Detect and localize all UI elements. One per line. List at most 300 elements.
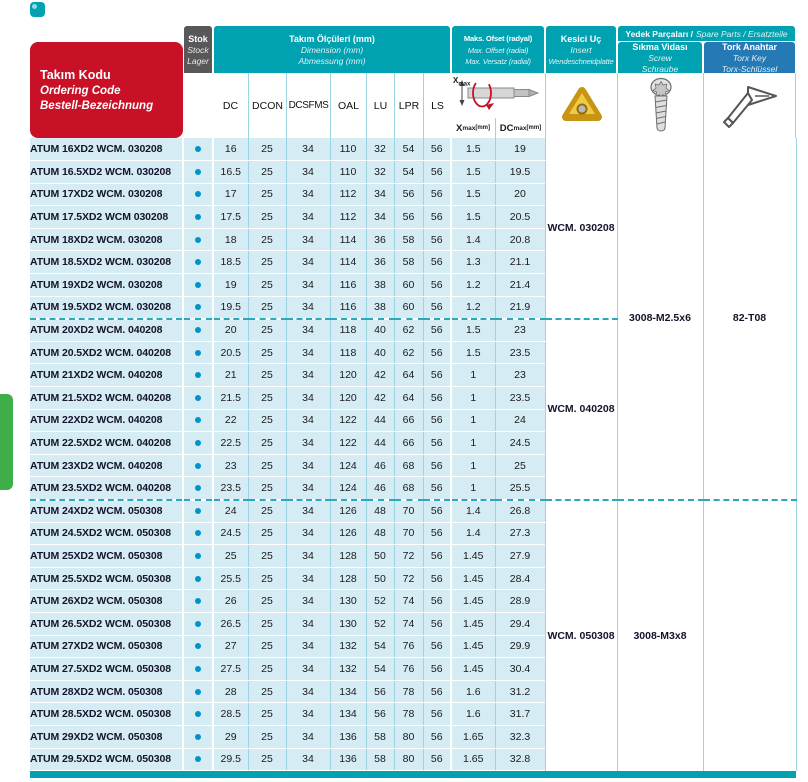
product-code: ATUM 19.5XD2 WCM. 030208 [30,296,183,319]
value-cell: 25 [248,387,286,410]
value-cell: 74 [394,612,423,635]
value-cell: 23 [495,364,545,387]
value-cell: 27.5 [213,658,248,681]
value-cell: 56 [423,387,451,410]
col-label-ls: LS [423,73,451,138]
torx-label-en: Torx Key [732,52,767,63]
product-code: ATUM 16XD2 WCM. 030208 [30,138,183,161]
value-cell: 1.4 [451,522,495,545]
stock-dot [195,463,201,469]
table-row [30,500,796,523]
value-cell: 36 [366,228,394,251]
value-cell: 56 [423,748,451,771]
value-cell: 24 [213,500,248,523]
value-cell: 1 [451,454,495,477]
value-cell: 34 [286,251,330,274]
stock-dot [195,530,201,536]
value-cell: 30.4 [495,658,545,681]
value-cell: 24.5 [213,522,248,545]
value-cell: 1 [451,364,495,387]
insert-label-tr: Kesici Uç [560,33,602,44]
product-code: ATUM 17XD2 WCM. 030208 [30,183,183,206]
stock-cell [183,387,213,410]
stock-header [184,26,212,73]
stock-cell [183,680,213,703]
value-cell: 28.5 [213,703,248,726]
value-cell: 76 [394,635,423,658]
value-cell: 76 [394,658,423,681]
value-cell: 58 [394,251,423,274]
value-cell: 44 [366,432,394,455]
value-cell: 56 [423,500,451,523]
stock-dot [195,756,201,762]
value-cell: 34 [286,432,330,455]
value-cell: 25 [248,409,286,432]
stock-cell [183,228,213,251]
offset-diagram-label: $X_{max}$ [453,76,471,88]
screw-icon [648,77,674,135]
table-row [30,138,796,161]
value-cell: 34 [286,274,330,297]
torx-header [704,42,795,73]
value-cell: 42 [366,364,394,387]
value-cell: 1.45 [451,590,495,613]
value-cell: 132 [330,658,366,681]
value-cell: 34 [286,319,330,342]
spare-parts-label-en-de: Spare Parts / Ersatzteile [695,28,788,39]
stock-cell [183,725,213,748]
stock-cell [183,183,213,206]
product-code: ATUM 20.5XD2 WCM. 040208 [30,341,183,364]
screw-image-cell [617,73,703,138]
value-cell: 34 [286,500,330,523]
value-cell: 29 [213,725,248,748]
value-cell: 24.5 [495,432,545,455]
stock-cell [183,296,213,319]
value-cell: 1.65 [451,748,495,771]
stock-dot [195,621,201,627]
value-cell: 56 [423,725,451,748]
screw-header-cell [617,42,703,73]
value-cell: 34 [286,228,330,251]
value-cell: 120 [330,387,366,410]
value-cell: 114 [330,228,366,251]
stock-dot [195,711,201,717]
value-cell: 32.8 [495,748,545,771]
product-code: ATUM 28XD2 WCM. 050308 [30,680,183,703]
value-cell: 128 [330,545,366,568]
value-cell: 56 [394,206,423,229]
value-cell: 1.45 [451,545,495,568]
stock-dot [195,553,201,559]
value-cell: 46 [366,454,394,477]
value-cell: 62 [394,341,423,364]
side-tab-marker [0,394,13,490]
insert-code: WCM. 050308 [545,500,617,771]
stock-label-en: Stock [187,44,209,55]
ordering-code-header [30,42,183,138]
value-cell: 118 [330,319,366,342]
value-cell: 130 [330,590,366,613]
value-cell: 58 [366,748,394,771]
value-cell: 29.9 [495,635,545,658]
value-cell: 34 [286,680,330,703]
ordering-code-header-cell [30,26,183,138]
value-cell: 80 [394,748,423,771]
value-cell: 56 [423,612,451,635]
product-code: ATUM 25.5XD2 WCM. 050308 [30,567,183,590]
value-cell: 56 [423,477,451,500]
value-cell: 64 [394,387,423,410]
col-label-xmax: X max [mm] [455,122,491,134]
value-cell: 27.3 [495,522,545,545]
value-cell: 23 [213,454,248,477]
value-cell: 112 [330,183,366,206]
value-cell: 25 [248,612,286,635]
value-cell: 118 [330,341,366,364]
value-cell: 44 [366,409,394,432]
value-cell: 25 [248,183,286,206]
product-code: ATUM 18.5XD2 WCM. 030208 [30,251,183,274]
insert-image-cell [545,73,617,138]
value-cell: 34 [286,725,330,748]
value-cell: 78 [394,703,423,726]
value-cell: 56 [423,364,451,387]
value-cell: 25 [248,477,286,500]
torx-label-tr: Tork Anahtar [721,41,777,52]
value-cell: 56 [423,138,451,161]
value-cell: 25 [248,296,286,319]
value-cell: 1 [451,387,495,410]
value-cell: 112 [330,206,366,229]
col-label-dcon: DCON [248,73,286,138]
product-code: ATUM 29XD2 WCM. 050308 [30,725,183,748]
stock-dot [195,169,201,175]
stock-cell [183,341,213,364]
stock-dot [195,508,201,514]
value-cell: 25 [248,138,286,161]
col-label-lu: LU [366,73,394,138]
value-cell: 56 [423,680,451,703]
value-cell: 24 [495,409,545,432]
value-cell: 56 [423,590,451,613]
value-cell: 18 [213,228,248,251]
value-cell: 52 [366,590,394,613]
stock-dot [195,417,201,423]
product-code: ATUM 26XD2 WCM. 050308 [30,590,183,613]
value-cell: 38 [366,274,394,297]
value-cell: 25 [248,725,286,748]
value-cell: 34 [286,387,330,410]
value-cell: 70 [394,522,423,545]
value-cell: 114 [330,251,366,274]
value-cell: 20 [495,183,545,206]
value-cell: 21 [213,364,248,387]
value-cell: 1.2 [451,296,495,319]
value-cell: 122 [330,409,366,432]
value-cell: 1.45 [451,658,495,681]
value-cell: 34 [366,206,394,229]
stock-cell [183,748,213,771]
stock-cell [183,409,213,432]
value-cell: 34 [286,206,330,229]
value-cell: 1.5 [451,206,495,229]
value-cell: 54 [366,658,394,681]
value-cell: 116 [330,274,366,297]
table-header [30,26,796,138]
value-cell: 62 [394,319,423,342]
value-cell: 28.9 [495,590,545,613]
value-cell: 48 [366,500,394,523]
value-cell: 56 [366,703,394,726]
value-cell: 1.5 [451,138,495,161]
value-cell: 16.5 [213,161,248,184]
spare-parts-header [618,26,795,41]
ordering-code-label-tr: Takım Kodu [40,67,111,82]
offset-label-en: Max. Offset (radial) [467,45,529,55]
value-cell: 1.5 [451,161,495,184]
insert-code: WCM. 040208 [545,319,617,500]
value-cell: 28 [213,680,248,703]
insert-label-de: Wendeschneidplatte [548,56,614,66]
col-label-dcmax: DC max [mm] [495,118,545,138]
screw-label-tr: Sıkma Vidası [632,41,688,52]
insert-icon [560,85,604,127]
value-cell: 50 [366,545,394,568]
value-cell: 34 [286,477,330,500]
product-code: ATUM 21.5XD2 WCM. 040208 [30,387,183,410]
stock-cell [183,319,213,342]
torx-image-cell [703,73,796,138]
value-cell: 120 [330,364,366,387]
col-label-oal: OAL [330,73,366,138]
value-cell: 23.5 [495,341,545,364]
value-cell: 19.5 [213,296,248,319]
value-cell: 34 [286,341,330,364]
insert-header-cell [545,26,617,73]
value-cell: 60 [394,274,423,297]
offset-column-labels [451,118,545,138]
value-cell: 124 [330,477,366,500]
value-cell: 130 [330,612,366,635]
value-cell: 23 [495,319,545,342]
value-cell: 56 [423,206,451,229]
product-code: ATUM 25XD2 WCM. 050308 [30,545,183,568]
stock-dot [195,643,201,649]
value-cell: 1.45 [451,635,495,658]
value-cell: 22.5 [213,432,248,455]
value-cell: 54 [394,138,423,161]
value-cell: 29.4 [495,612,545,635]
ordering-code-label-de: Bestell-Bezeichnung [40,99,154,112]
stock-cell [183,703,213,726]
dimensions-label-de: Abmessung (mm) [298,55,366,66]
dimensions-label-tr: Takım Ölçüleri (mm) [289,33,375,44]
value-cell: 56 [423,319,451,342]
value-cell: 16 [213,138,248,161]
value-cell: 48 [366,522,394,545]
dimensions-header [214,26,450,73]
value-cell: 134 [330,703,366,726]
stock-cell [183,274,213,297]
torx-label-de: Torx-Schlüssel [721,63,778,74]
value-cell: 25 [213,545,248,568]
value-cell: 34 [286,522,330,545]
stock-cell [183,590,213,613]
value-cell: 54 [366,635,394,658]
stock-dot [195,440,201,446]
value-cell: 25 [495,454,545,477]
value-cell: 34 [286,364,330,387]
value-cell: 56 [423,703,451,726]
value-cell: 19.5 [495,161,545,184]
value-cell: 21.9 [495,296,545,319]
value-cell: 34 [286,161,330,184]
value-cell: 29.5 [213,748,248,771]
value-cell: 18.5 [213,251,248,274]
value-cell: 25 [248,319,286,342]
value-cell: 25 [248,500,286,523]
value-cell: 1.45 [451,567,495,590]
stock-cell [183,567,213,590]
stock-dot [195,485,201,491]
value-cell: 25 [248,658,286,681]
product-code: ATUM 16.5XD2 WCM. 030208 [30,161,183,184]
value-cell: 34 [286,545,330,568]
value-cell: 34 [286,748,330,771]
insert-code: WCM. 030208 [545,138,617,319]
value-cell: 60 [394,296,423,319]
ordering-code-label-en: Ordering Code [40,84,121,97]
stock-cell [183,454,213,477]
value-cell: 25 [248,432,286,455]
value-cell: 34 [286,183,330,206]
catalog-content [30,26,796,778]
value-cell: 25 [248,703,286,726]
value-cell: 36 [366,251,394,274]
value-cell: 38 [366,296,394,319]
value-cell: 126 [330,522,366,545]
product-code: ATUM 24XD2 WCM. 050308 [30,500,183,523]
value-cell: 46 [366,477,394,500]
value-cell: 40 [366,341,394,364]
value-cell: 1.2 [451,274,495,297]
torx-key-icon [718,83,782,129]
value-cell: 25 [248,228,286,251]
stock-cell [183,138,213,161]
value-cell: 28.4 [495,567,545,590]
stock-label-tr: Stok [188,33,208,44]
value-cell: 31.2 [495,680,545,703]
value-cell: 25 [248,635,286,658]
value-cell: 25 [248,274,286,297]
value-cell: 34 [286,454,330,477]
value-cell: 56 [423,183,451,206]
dimensions-label-en: Dimension (mm) [300,44,364,55]
value-cell: 21.1 [495,251,545,274]
stock-header-cell [183,26,213,73]
stock-dot [195,666,201,672]
value-cell: 34 [286,658,330,681]
offset-label-de: Max. Versatz (radial) [465,56,531,66]
value-cell: 56 [423,658,451,681]
value-cell: 132 [330,635,366,658]
stock-cell [183,432,213,455]
value-cell: 40 [366,319,394,342]
value-cell: 56 [366,680,394,703]
value-cell: 56 [394,183,423,206]
value-cell: 116 [330,296,366,319]
value-cell: 56 [423,161,451,184]
stock-dot [195,372,201,378]
value-cell: 56 [423,251,451,274]
value-cell: 1.4 [451,500,495,523]
value-cell: 17.5 [213,206,248,229]
value-cell: 56 [423,567,451,590]
torx-code: 82-T08 [703,138,796,500]
value-cell: 34 [286,612,330,635]
value-cell: 25.5 [213,567,248,590]
value-cell: 25 [248,748,286,771]
value-cell: 110 [330,161,366,184]
stock-dot [195,282,201,288]
product-code: ATUM 28.5XD2 WCM. 050308 [30,703,183,726]
value-cell: 56 [423,432,451,455]
value-cell: 56 [423,409,451,432]
value-cell: 34 [286,703,330,726]
value-cell: 26 [213,590,248,613]
value-cell: 1 [451,409,495,432]
stock-cell [183,206,213,229]
value-cell: 25 [248,364,286,387]
value-cell: 72 [394,567,423,590]
value-cell: 56 [423,635,451,658]
stock-dot [195,304,201,310]
product-code: ATUM 22XD2 WCM. 040208 [30,409,183,432]
offset-header-cell [451,26,545,73]
stock-cell [183,658,213,681]
value-cell: 56 [423,545,451,568]
torx-code [703,500,796,771]
stock-dot [195,214,201,220]
value-cell: 25 [248,454,286,477]
value-cell: 122 [330,432,366,455]
screw-label-de: Schraube [641,63,679,74]
value-cell: 56 [423,228,451,251]
value-cell: 54 [394,161,423,184]
value-cell: 1.5 [451,183,495,206]
value-cell: 56 [423,522,451,545]
stock-dot [195,327,201,333]
value-cell: 19 [495,138,545,161]
stock-label-de: Lager [187,55,209,66]
value-cell: 42 [366,387,394,410]
value-cell: 25 [248,251,286,274]
value-cell: 56 [423,274,451,297]
product-code: ATUM 18XD2 WCM. 030208 [30,228,183,251]
value-cell: 20.8 [495,228,545,251]
catalog-table [30,138,797,771]
screw-code: 3008-M2.5x6 [617,138,703,500]
product-code: ATUM 19XD2 WCM. 030208 [30,274,183,297]
value-cell: 22 [213,409,248,432]
value-cell: 20.5 [213,341,248,364]
product-code: ATUM 24.5XD2 WCM. 050308 [30,522,183,545]
insert-label-en: Insert [570,44,592,55]
value-cell: 1 [451,477,495,500]
value-cell: 34 [286,590,330,613]
product-code: ATUM 21XD2 WCM. 040208 [30,364,183,387]
